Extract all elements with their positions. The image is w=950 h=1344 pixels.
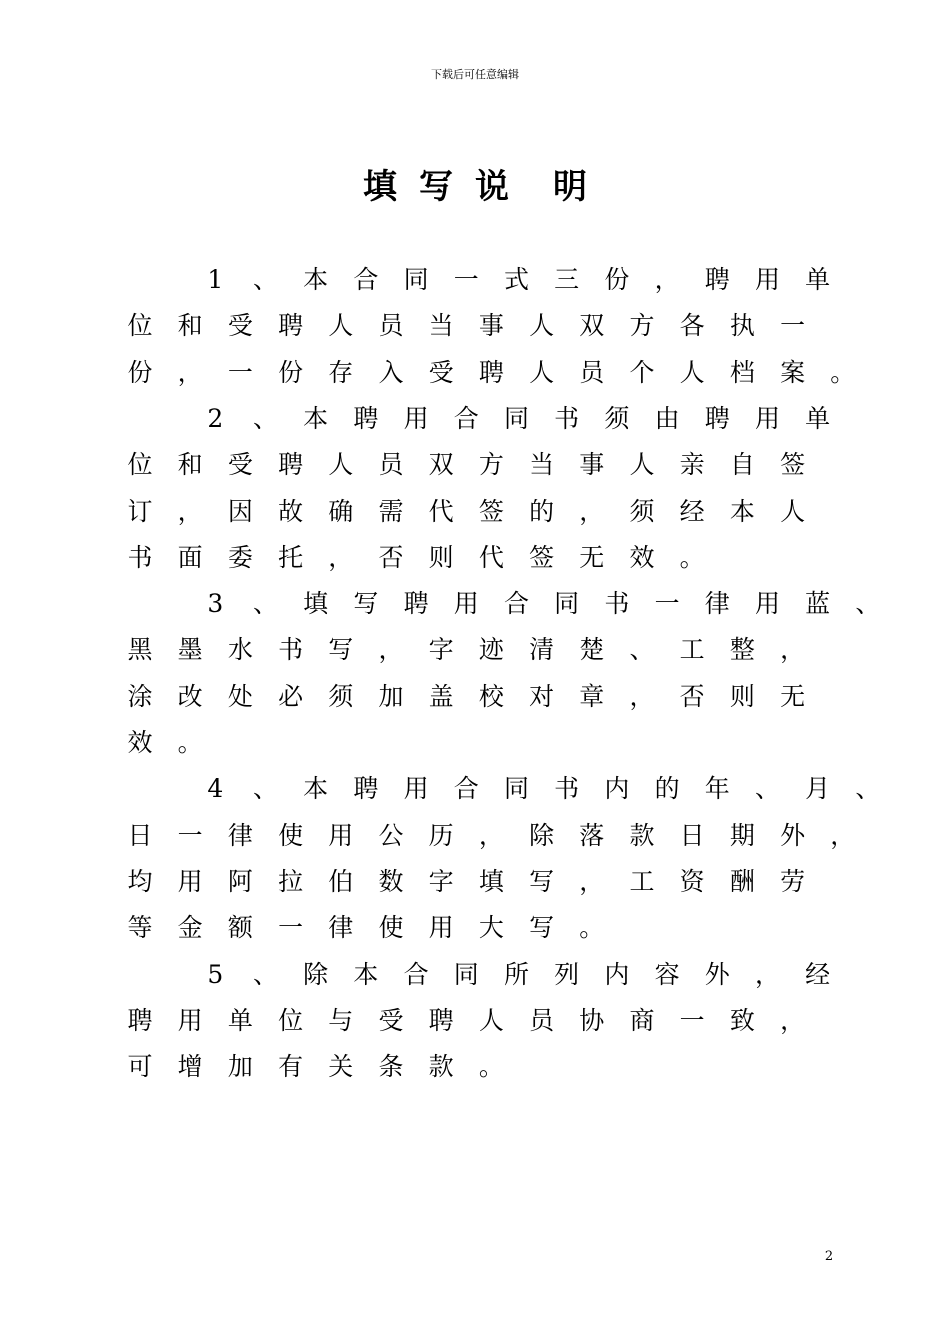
text-line: 黑 墨 水 书 写 ， 字 迹 清 楚 、 工 整 ， bbox=[127, 635, 806, 665]
text-line: 3 、 填 写 聘 用 合 同 书 一 律 用 蓝 、 bbox=[207, 589, 881, 619]
text-line: 均 用 阿 拉 伯 数 字 填 写 ， 工 资 酬 劳 bbox=[127, 866, 806, 896]
text-line: 份 ， 一 份 存 入 受 聘 人 员 个 人 档 案 。 bbox=[127, 357, 856, 387]
text-line: 位 和 受 聘 人 员 当 事 人 双 方 各 执 一 bbox=[127, 311, 806, 341]
text-line: 日 一 律 使 用 公 历 ， 除 落 款 日 期 外 ， bbox=[127, 820, 856, 850]
text-line: 位 和 受 聘 人 员 双 方 当 事 人 亲 自 签 bbox=[127, 450, 806, 480]
text-line: 1 、 本 合 同 一 式 三 份 ， 聘 用 单 bbox=[207, 265, 831, 294]
title-char: 填 bbox=[363, 167, 397, 207]
text-line: 可 增 加 有 关 条 款 。 bbox=[127, 1052, 504, 1082]
text-line: 4 、 本 聘 用 合 同 书 内 的 年 、 月 、 bbox=[207, 774, 881, 804]
header-note: 下载后可任意编辑 bbox=[431, 68, 519, 81]
title-char: 说 bbox=[475, 167, 509, 207]
text-line: 订 ， 因 故 确 需 代 签 的 ， 须 经 本 人 bbox=[127, 496, 806, 526]
text-line: 书 面 委 托 ， 否 则 代 签 无 效 。 bbox=[127, 542, 705, 572]
title-char: 写 bbox=[419, 167, 453, 207]
title-char: 明 bbox=[553, 167, 587, 207]
text-line: 聘 用 单 位 与 受 聘 人 员 协 商 一 致 ， bbox=[127, 1005, 806, 1035]
text-line: 5 、 除 本 合 同 所 列 内 容 外 ， 经 bbox=[207, 959, 831, 989]
text-line: 等 金 额 一 律 使 用 大 写 。 bbox=[127, 913, 605, 943]
text-line: 涂 改 处 必 须 加 盖 校 对 章 ， 否 则 无 bbox=[127, 681, 806, 711]
page-number: 2 bbox=[824, 1249, 834, 1264]
text-line: 2 、 本 聘 用 合 同 书 须 由 聘 用 单 bbox=[207, 403, 831, 433]
text-line: 效 。 bbox=[127, 728, 203, 757]
